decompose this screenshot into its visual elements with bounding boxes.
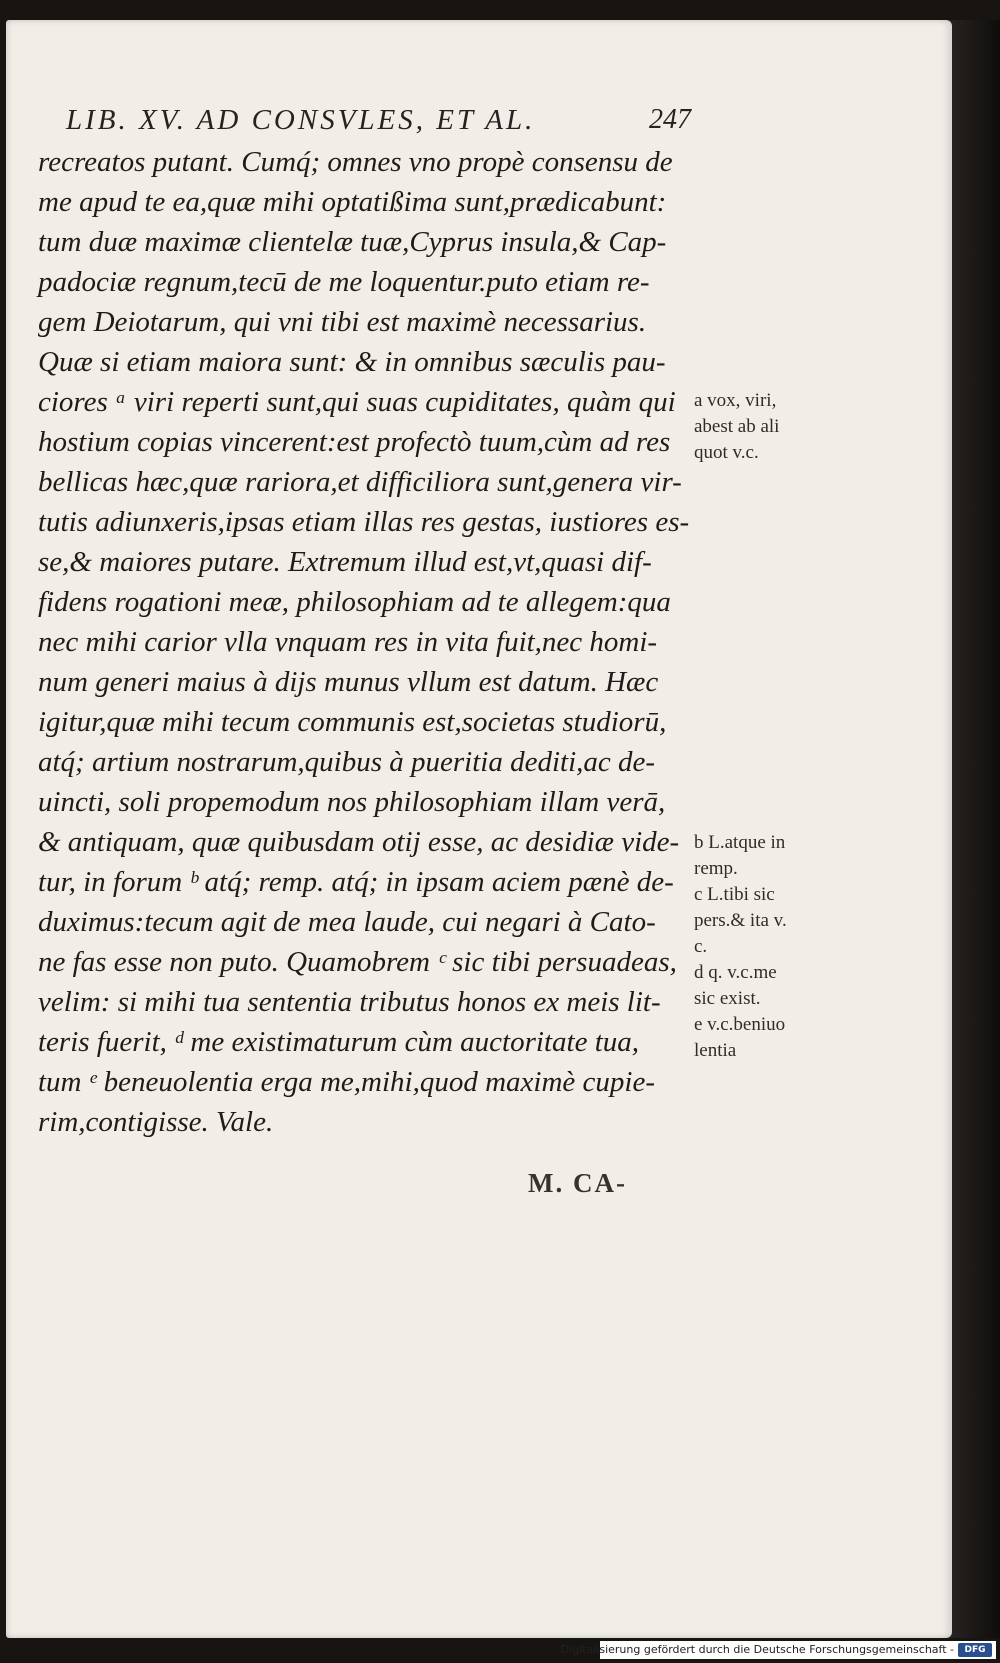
dfg-logo-icon: DFG [958, 1643, 992, 1657]
margin-note-line: sic exist. [694, 988, 761, 1009]
text-line: me apud te ea,quæ mihi optatißima sunt,prædicabunt: [38, 186, 667, 218]
running-title: LIB. XV. AD CONSVLES, ET AL. [66, 104, 536, 136]
text-line: uincti, soli propemodum nos philosophiam illam verā, [38, 786, 666, 818]
text-line: ne fas esse non puto. Quamobrem ᶜ sic tibi persuadeas, [38, 946, 677, 978]
text-line: velim: si mihi tua sententia tributus honos ex meis lit- [38, 986, 661, 1018]
text-line: tutis adiunxeris,ipsas etiam illas res gestas, iustiores es- [38, 506, 690, 538]
text-line: padociæ regnum,tecū de me loquentur.puto etiam re- [38, 266, 650, 298]
page-number: 247 [649, 104, 691, 135]
text-line: & antiquam, quæ quibusdam otij esse, ac desidiæ vide- [38, 826, 680, 858]
margin-notes-a [694, 388, 834, 466]
footer-credit: Digitalisierung gefördert durch die Deutsche Forschungsgemeinschaft - [560, 1643, 954, 1656]
main-text [38, 142, 688, 1142]
running-header [66, 104, 691, 144]
margin-note-line: d q. v.c.me [694, 962, 777, 983]
margin-note-line: lentia [694, 1040, 737, 1061]
margin-note-line: quot v.c. [694, 442, 759, 463]
text-line: rim,contigisse. Vale. [38, 1106, 274, 1138]
text-line: ciores ᵃ viri reperti sunt,qui suas cupiditates, quàm qui [38, 386, 676, 418]
text-line: num generi maius à dijs munus vllum est datum. Hæc [38, 666, 659, 698]
margin-note-line: b L.atque in [694, 832, 786, 853]
digitization-footer [560, 1641, 996, 1659]
text-line: fidens rogationi meæ, philosophiam ad te allegem:qua [38, 586, 671, 618]
text-line: Quæ si etiam maiora sunt: & in omnibus sæculis pau- [38, 346, 666, 378]
text-line: duximus:tecum agit de mea laude, cui negari à Cato- [38, 906, 656, 938]
text-line: tum duæ maximæ clientelæ tuæ,Cyprus insula,& Cap- [38, 226, 667, 258]
margin-notes-b [694, 830, 834, 1064]
text-line: hostium copias vincerent:est profectò tuum,cùm ad res [38, 426, 671, 458]
margin-note-line: a vox, viri, [694, 390, 777, 411]
text-line: teris fuerit, ᵈ me existimaturum cùm auctoritate tua, [38, 1026, 639, 1058]
text-line: recreatos putant. Cumq́; omnes vno propè consensu de [38, 146, 673, 178]
text-line: se,& maiores putare. Extremum illud est,vt,quasi dif- [38, 546, 652, 578]
text-line: atq́; artium nostrarum,quibus à pueritia dediti,ac de- [38, 746, 656, 778]
margin-note-line: c L.tibi sic [694, 884, 775, 905]
margin-note-line: abest ab ali [694, 416, 780, 437]
book-edge [944, 20, 1000, 1638]
text-line: bellicas hæc,quæ rariora,et difficiliora sunt,genera vir- [38, 466, 682, 498]
text-line: tum ᵉ beneuolentia erga me,mihi,quod maximè cupie- [38, 1066, 655, 1098]
margin-note-line: remp. [694, 858, 738, 879]
text-line: gem Deiotarum, qui vni tibi est maximè necessarius. [38, 306, 647, 338]
margin-note-line: c. [694, 936, 708, 957]
text-line: tur, in forum ᵇ atq́; remp. atq́; in ipsam aciem pænè de- [38, 866, 674, 898]
catchword: M. CA- [528, 1168, 627, 1198]
margin-note-line: e v.c.beniuo [694, 1014, 786, 1035]
text-line: igitur,quæ mihi tecum communis est,societas studiorū, [38, 706, 667, 738]
text-line: nec mihi carior vlla vnquam res in vita fuit,nec homi- [38, 626, 658, 658]
margin-note-line: pers.& ita v. [694, 910, 787, 931]
